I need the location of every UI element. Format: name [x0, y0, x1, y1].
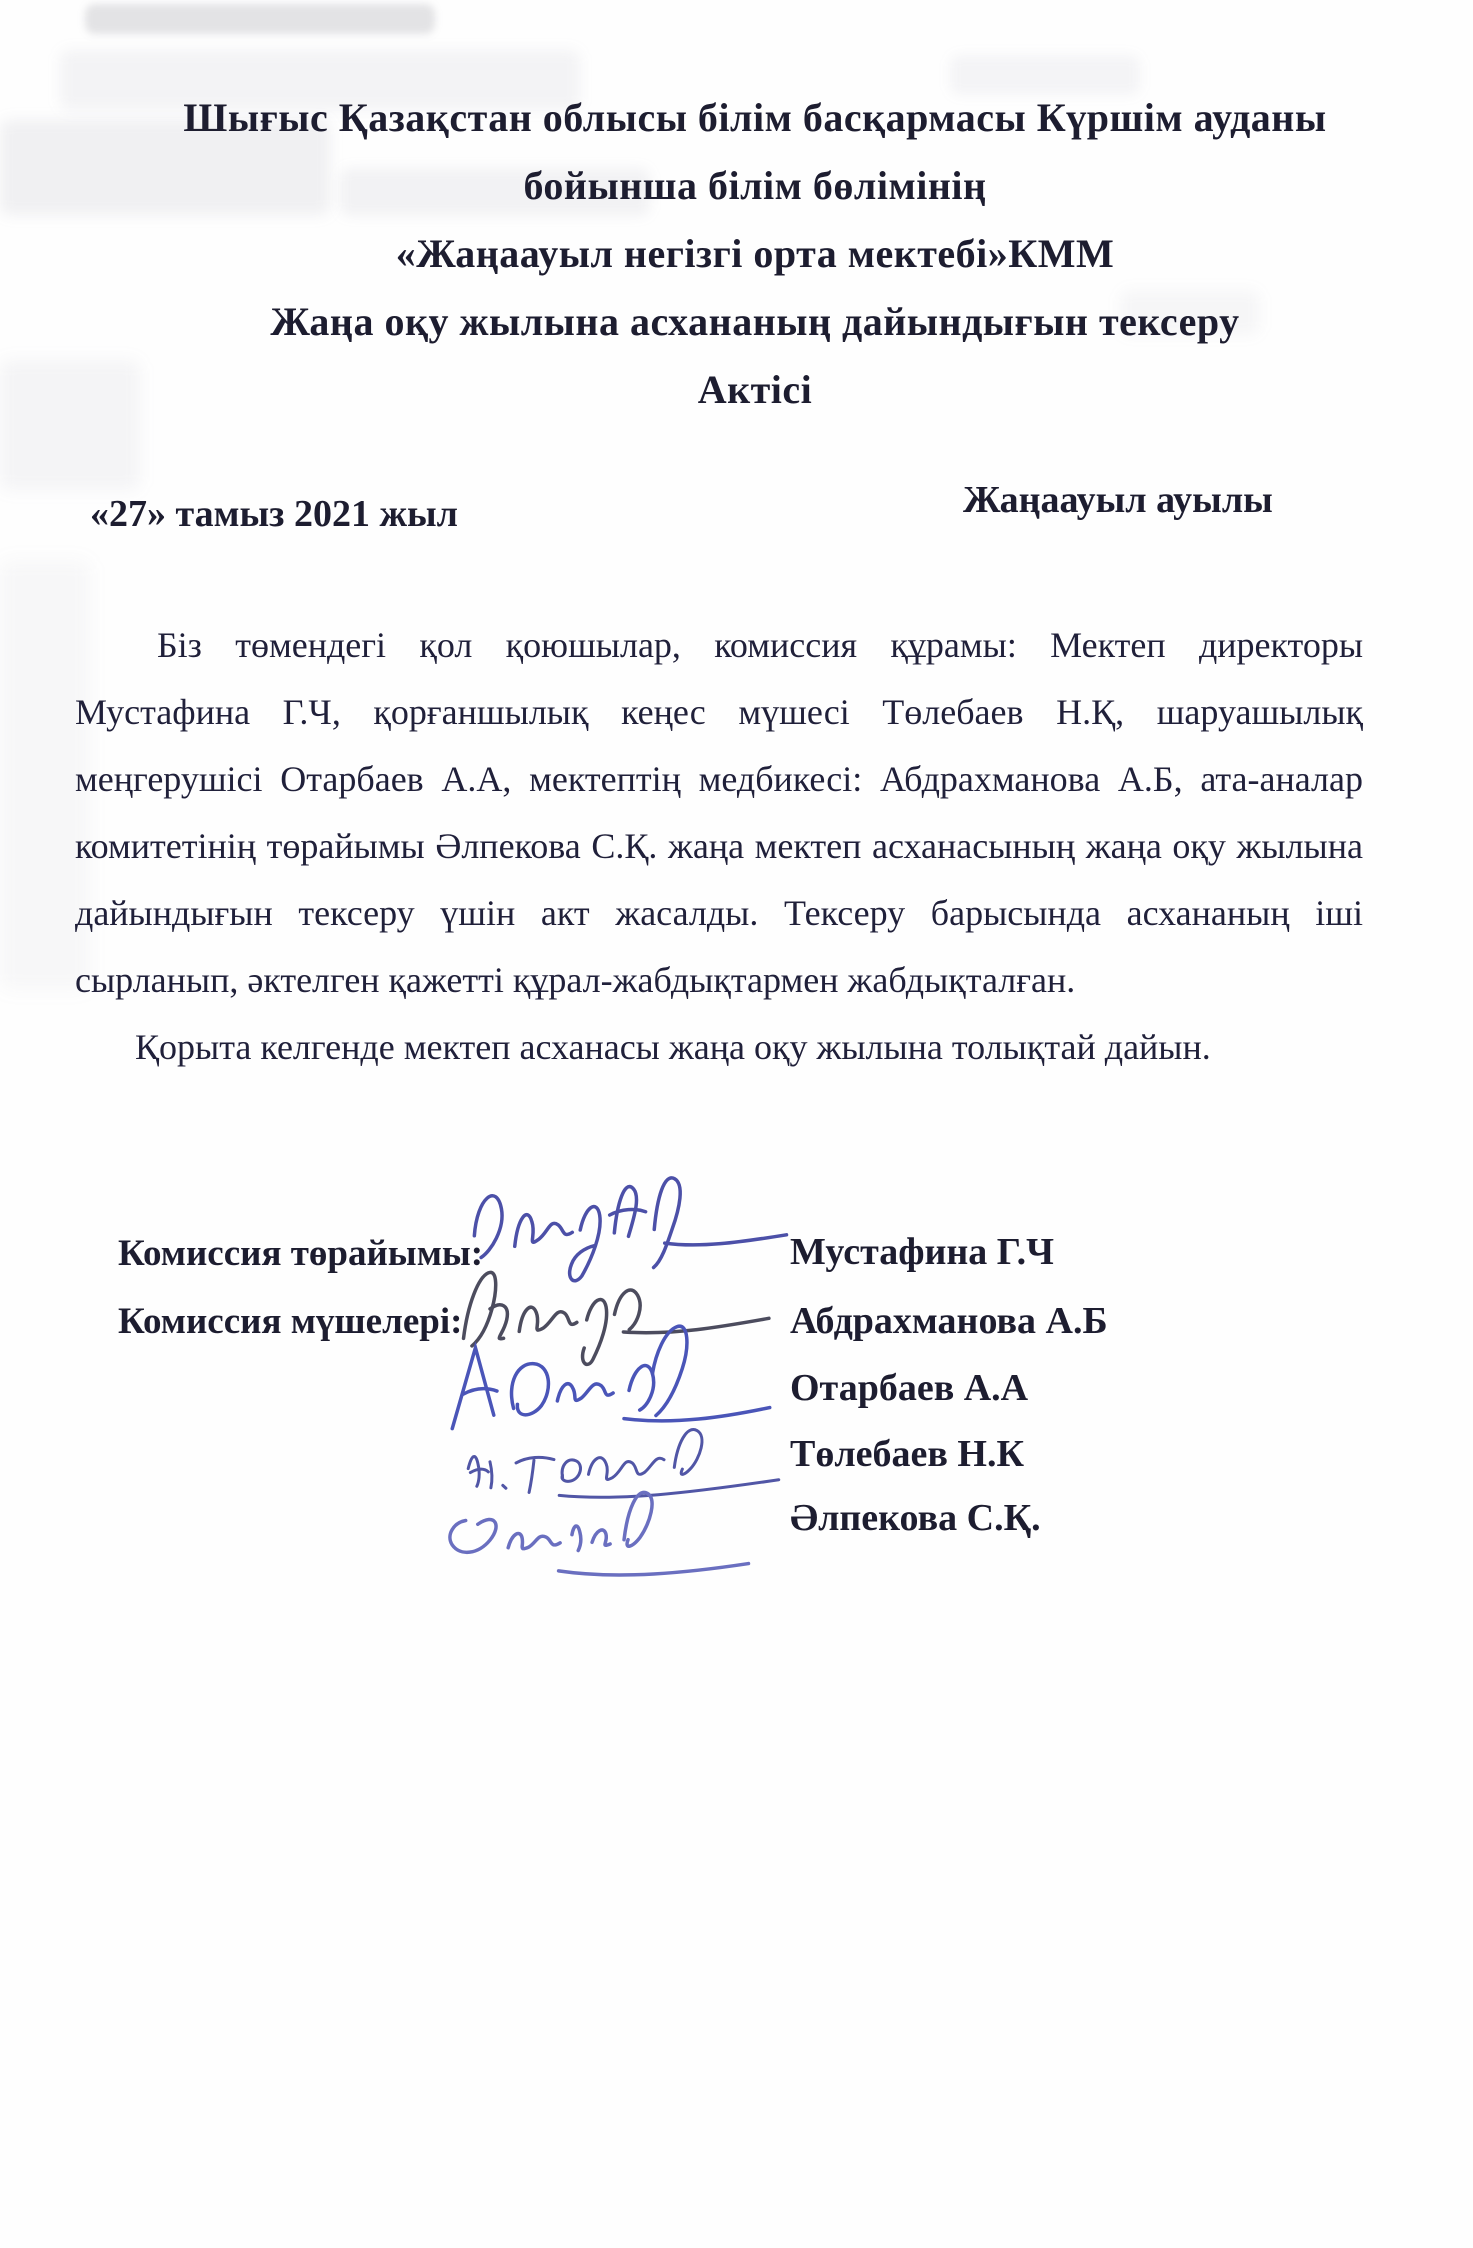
document-title-block	[60, 84, 1450, 424]
signature-abdrakhmanova-icon	[449, 1231, 795, 1379]
title-line-5: Актісі	[697, 367, 813, 412]
commission-members-label: Комиссия мүшелері:	[118, 1301, 463, 1342]
body-paragraph-2: Қорыта келгенде мектеп асханасы жаңа оқу жылына толықтай дайын.	[135, 1027, 1211, 1067]
signer-name: Абдрахманова А.Б	[790, 1300, 1108, 1342]
signer-name: Төлебаев Н.К	[790, 1433, 1025, 1475]
body-paragraph-1: Біз төмендегі қол қоюшылар, комиссия құрамы: Мектеп директоры Мустафина Г.Ч, қорғаншылық кеңес мүшесі Төлебаев Н.Қ, шаруашылық меңгерушісі Отарбаев А.А, мектептің медбикесі: Абдрахманова А.Б, ата-аналар комитетінің төрайымы Әлпекова С.Қ. жаңа мектеп асханасының жаңа оқу жылына дайындығын тексеру үшін акт жасалды. Тексеру барысында асхананың іші сырланып, әктелген қажетті құрал-жабдықтармен жабдықталған.	[75, 625, 1363, 1000]
signature-otarbaev-icon	[440, 1309, 785, 1471]
signer-name: Отарбаев А.А	[790, 1367, 1029, 1409]
document-date: «27» тамыз 2021 жыл	[90, 493, 458, 535]
signer-name: Мустафина Г.Ч	[790, 1231, 1055, 1273]
commission-chair-label: Комиссия төрайымы:	[118, 1233, 484, 1274]
signer-name: Әлпекова С.Қ.	[790, 1497, 1041, 1539]
document-body	[75, 612, 1363, 1081]
title-line-1: Шығыс Қазақстан облысы білім басқармасы Күршім ауданы	[183, 95, 1327, 140]
document-place: Жаңаауыл ауылы	[963, 479, 1273, 521]
signature-alpekova-icon	[437, 1459, 780, 1615]
signature-tolebaev-icon	[456, 1399, 800, 1521]
scan-artifact	[85, 4, 435, 34]
title-line-2: бойынша білім бөлімінің	[523, 163, 987, 208]
title-line-4: Жаңа оқу жылына асхананың дайындығын тексеру	[270, 299, 1240, 344]
title-line-3: «Жаңаауыл негізгі орта мектебі»КММ	[395, 231, 1115, 276]
signature-mustafina-icon	[466, 1152, 810, 1294]
